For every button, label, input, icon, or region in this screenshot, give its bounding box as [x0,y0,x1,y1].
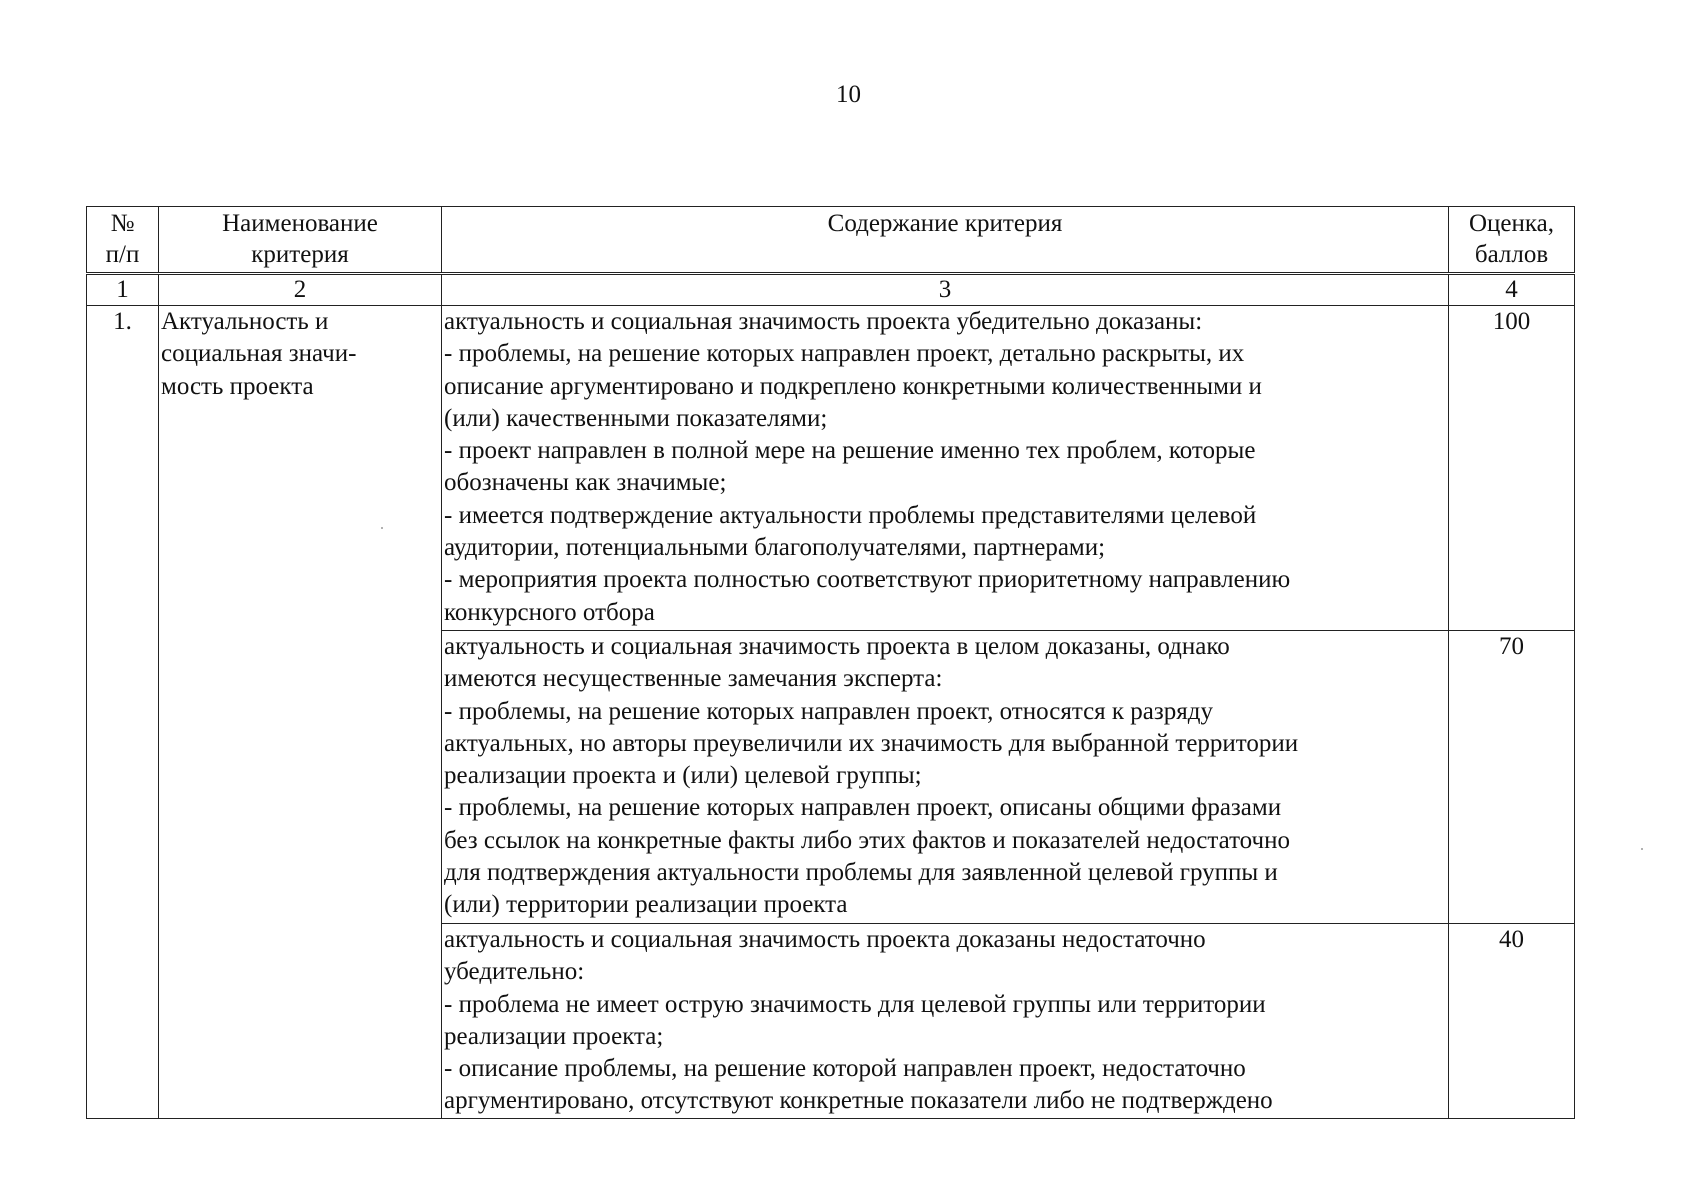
criterion-name [159,306,442,1119]
content-line: - описание проблемы, на решение которой направлен проект, недостаточно [444,1055,1246,1083]
page-number: 10 [836,81,861,108]
content-line: - проблемы, на решение которых направлен проект, детально раскрыты, их [444,340,1245,368]
score-40: 40 [1449,924,1575,1119]
content-line: актуальных, но авторы преувеличили их значимость для выбранной территории [444,729,1299,757]
content-line: убедительно: [444,958,585,986]
header-name-line: критерия [251,241,349,268]
content-line: (или) качественными показателями; [444,404,828,432]
content-line: актуальность и социальная значимость проекта убедительно доказаны: [444,308,1203,335]
content-line: - проблемы, на решение которых направлен проект, относятся к разряду [444,697,1213,725]
content-line: реализации проекта и (или) целевой группы; [444,762,922,790]
score-100: 100 [1449,306,1575,631]
header-num-line: № [110,210,135,237]
column-number-row [87,274,1575,306]
criterion-name-line: мость проекта [161,372,314,400]
criterion-content-100 [442,306,1449,631]
content-line: (или) территории реализации проекта [444,891,848,919]
scan-speck [1641,848,1643,850]
content-line: конкурсного отбора [444,598,655,626]
content-line: описание аргументировано и подкреплено конкретными количественными и [444,372,1262,400]
header-content-line: Содержание критерия [827,210,1063,237]
content-line: - проект направлен в полной мере на решение именно тех проблем, которые [444,437,1256,465]
column-number: 3 [442,274,1449,306]
header-score [1449,207,1575,274]
criterion-row [87,306,1575,631]
score-70: 70 [1449,631,1575,924]
content-line: для подтверждения актуальности проблемы для заявленной целевой группы и [444,859,1278,887]
content-line: - мероприятия проекта полностью соответствуют приоритетному направлению [444,566,1291,594]
criterion-content-70 [442,631,1449,924]
header-row [87,207,1575,274]
criterion-name-line: Актуальность и [161,308,329,335]
content-line: актуальность и социальная значимость проекта в целом доказаны, однако [444,633,1230,660]
header-name [159,207,442,274]
content-line: актуальность и социальная значимость проекта доказаны недостаточно [444,926,1206,953]
header-content [442,207,1449,274]
column-number: 1 [87,274,159,306]
content-line: аргументировано, отсутствуют конкретные показатели либо не подтверждено [444,1087,1273,1115]
header-score-line: баллов [1474,241,1549,268]
scan-speck [381,527,383,529]
content-line: - имеется подтверждение актуальности проблемы представителями целевой [444,501,1257,529]
content-line: реализации проекта; [444,1022,664,1050]
content-line: - проблемы, на решение которых направлен проект, описаны общими фразами [444,794,1282,822]
content-line: без ссылок на конкретные факты либо этих фактов и показателей недостаточно [444,826,1290,854]
criterion-content-40 [442,924,1449,1119]
criterion-name-line: социальная значи- [161,340,357,368]
header-num-line: п/п [105,241,140,268]
content-line: имеются несущественные замечания эксперта: [444,665,943,693]
content-line: аудитории, потенциальными благополучателями, партнерами; [444,534,1106,562]
column-number: 4 [1449,274,1575,306]
content-line: обозначены как значимые; [444,469,727,497]
column-number: 2 [159,274,442,306]
header-num [87,207,159,274]
criterion-number: 1. [87,306,159,1119]
header-name-line: Наименование [222,210,378,237]
content-line: - проблема не имеет острую значимость для целевой группы или территории [444,990,1266,1018]
criteria-table [86,206,1575,1119]
header-score-line: Оценка, [1468,210,1555,237]
